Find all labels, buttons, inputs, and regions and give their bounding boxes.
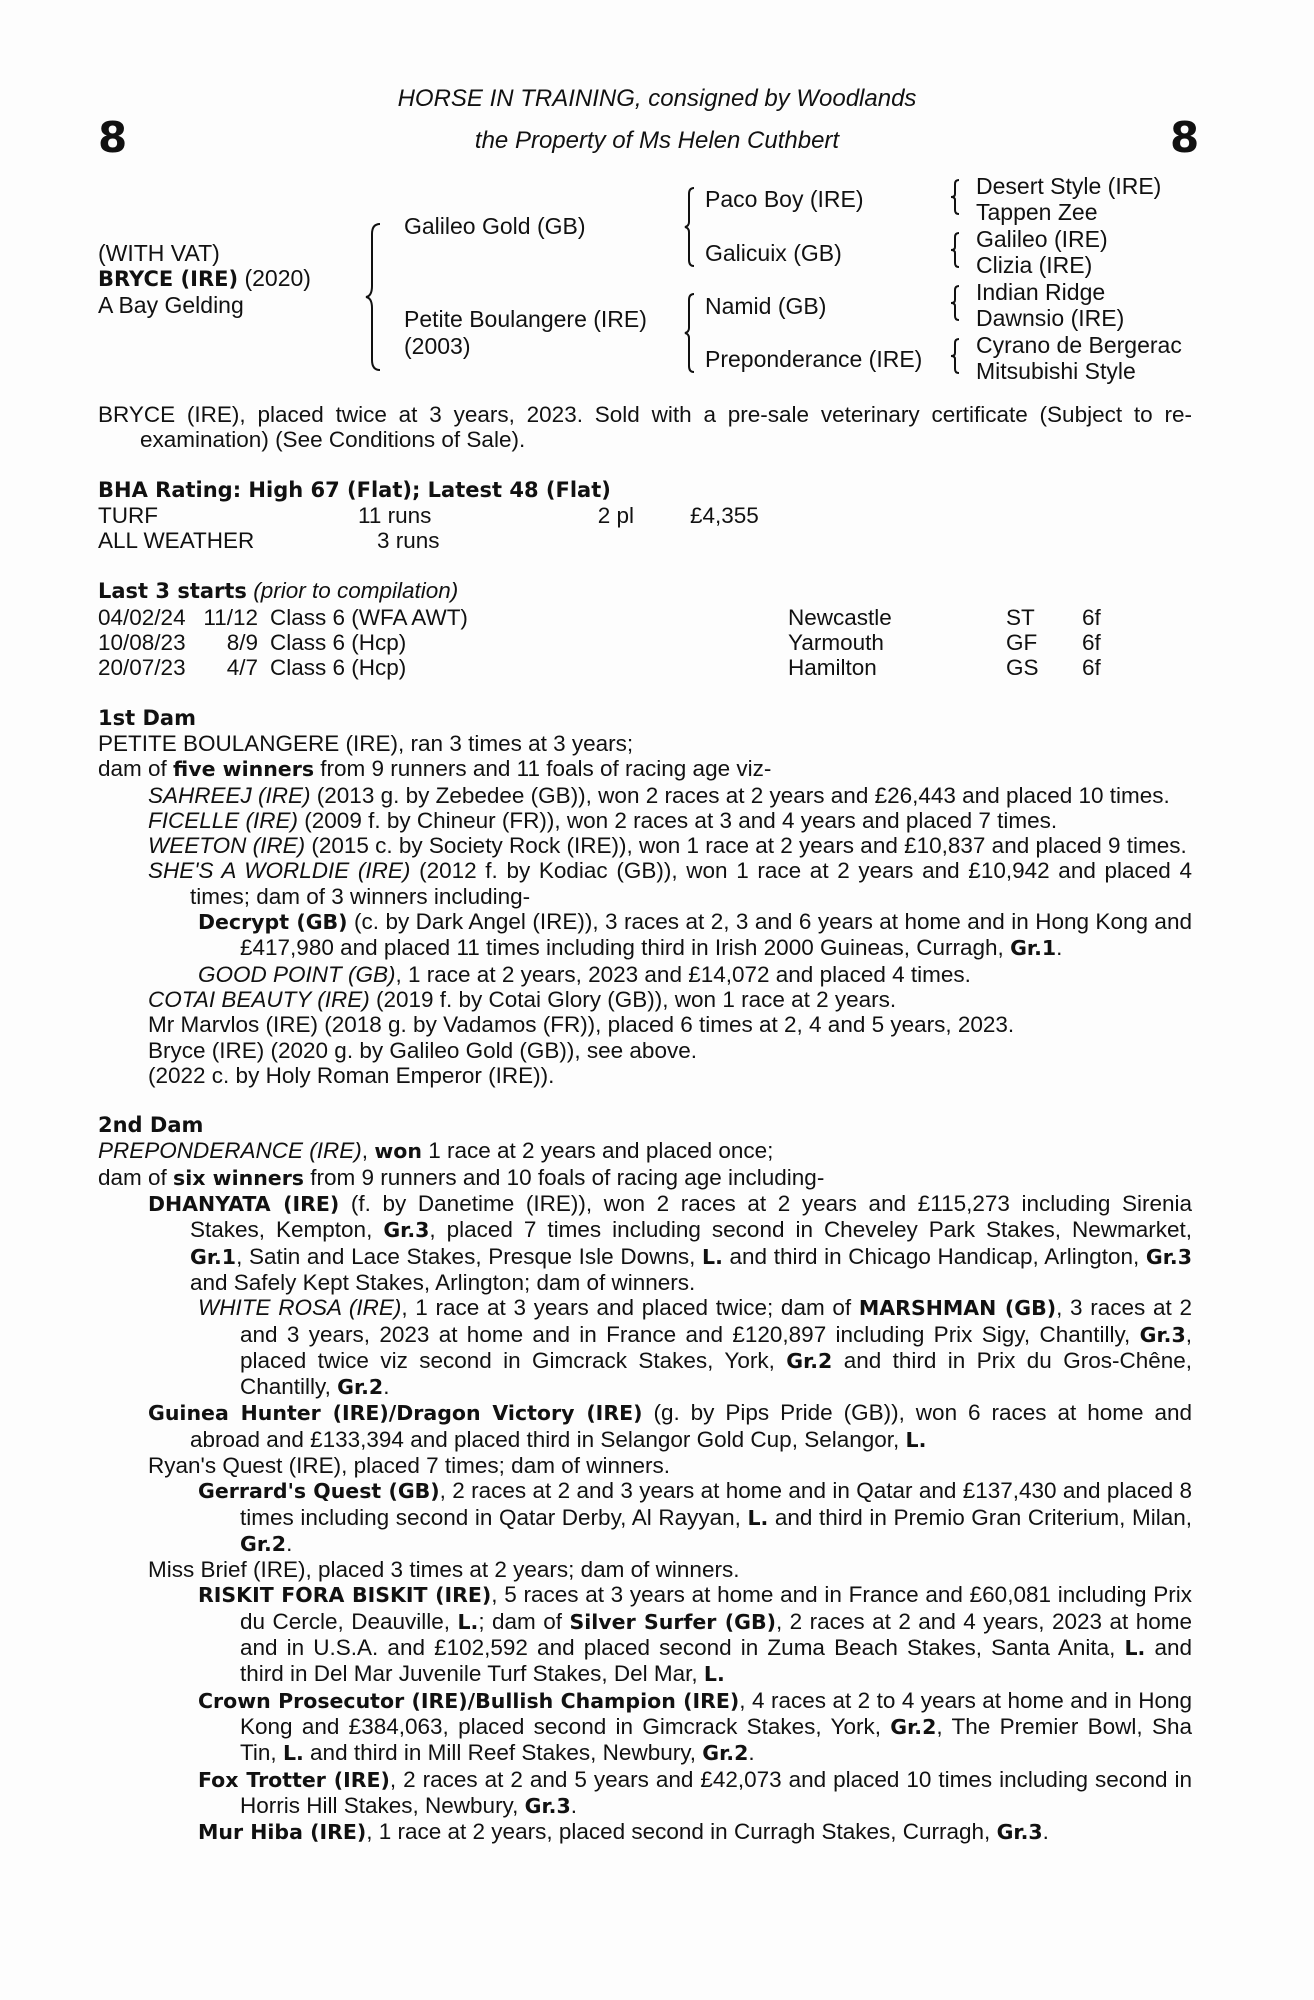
pedigree-gen3-6: Dawnsio (IRE) xyxy=(976,305,1125,331)
pedigree-gen3-8: Mitsubishi Style xyxy=(976,358,1136,384)
produce-details: (2015 c. by Society Rock (IRE)), won 1 race at 2 years and £10,837 and placed 9 times. xyxy=(305,833,1187,859)
start-row xyxy=(98,630,1101,655)
produce-entry: Bryce (IRE) (2020 g. by Galileo Gold (GB)), see above. xyxy=(148,1037,697,1063)
winners-count: five winners xyxy=(173,757,315,782)
race-grade: Gr.2 xyxy=(786,1348,833,1373)
race-grade: L. xyxy=(747,1505,769,1530)
race-grade: Gr.3 xyxy=(1145,1244,1192,1269)
text: , 1 race at 3 years and placed twice; dam of xyxy=(401,1295,859,1321)
produce-name: SHE'S A WORLDIE (IRE) xyxy=(148,858,411,884)
produce-name: COTAI BEAUTY (IRE) xyxy=(148,986,370,1012)
produce-name: GOOD POINT (GB) xyxy=(198,961,396,987)
produce-entry xyxy=(98,783,1192,808)
produce-name: DHANYATA (IRE) xyxy=(148,1192,340,1217)
text: , The Premier Bowl, Sha Tin, xyxy=(240,1713,1192,1766)
start-distance: 6f xyxy=(1082,655,1101,681)
start-position: 4/7 xyxy=(226,655,258,681)
pedigree-gen3-2: Tappen Zee xyxy=(976,199,1098,225)
produce-name: Gerrard's Quest (GB) xyxy=(198,1479,440,1504)
won-label: won xyxy=(374,1139,422,1164)
header-consignor: HORSE IN TRAINING, consigned by Woodlands xyxy=(397,85,917,112)
produce-entry xyxy=(98,1191,1192,1295)
text: , 1 race at 2 years, placed second in Curragh Stakes, Curragh, xyxy=(366,1819,997,1845)
produce-entry xyxy=(98,833,1192,858)
rating-runs: 11 runs xyxy=(358,502,432,528)
race-grade: L. xyxy=(1124,1636,1146,1661)
text: , 2 races at 2 and 4 years, 2023 at home and in U.S.A. and £102,592 and placed second in Zuma Beach Stakes, Santa Anita, xyxy=(240,1608,1192,1661)
start-course: Newcastle xyxy=(788,604,892,630)
text: , placed twice viz second in Gimcrack Stakes, York, xyxy=(240,1321,1192,1373)
pedigree-dam: Petite Boulangere (IRE) xyxy=(404,306,647,332)
produce-name: WHITE ROSA (IRE) xyxy=(198,1295,402,1321)
produce-name: Fox Trotter (IRE) xyxy=(198,1767,390,1792)
produce-entry xyxy=(98,987,1192,1012)
produce-name: RISKIT FORA BISKIT (IRE) xyxy=(198,1583,492,1608)
start-date: 10/08/23 xyxy=(98,630,186,656)
text: and Safely Kept Stakes, Arlington; dam of winners. xyxy=(190,1269,696,1295)
produce-entry xyxy=(98,1688,1192,1767)
horse-summary: BRYCE (IRE), placed twice at 3 years, 2023. Sold with a pre-sale veterinary certificate (Subject to re-examination) (See Conditions of Sale). xyxy=(98,402,1192,453)
text: (g. by Pips Pride (GB)), won 6 races at home and abroad and £133,394 and placed third in Selangor Gold Cup, Selangor, xyxy=(190,1400,1193,1452)
pedigree-brace-5 xyxy=(950,231,964,269)
produce-details: (2012 f. by Kodiac (GB)), won 1 race at 2 years and £10,942 and placed 4 times; dam of 3 winners including- xyxy=(190,858,1192,909)
text: . xyxy=(1042,1819,1049,1845)
start-row xyxy=(98,605,1101,630)
produce-name: Mur Hiba (IRE) xyxy=(198,1820,367,1845)
text: . xyxy=(383,1374,390,1400)
produce-entry xyxy=(98,1295,1192,1400)
start-date: 20/07/23 xyxy=(98,655,186,681)
pedigree-dam-year: (2003) xyxy=(404,333,471,359)
pedigree-gen3-7: Cyrano de Bergerac xyxy=(976,332,1182,358)
pedigree-sire-dam: Galicuix (GB) xyxy=(705,240,842,266)
produce-entry xyxy=(98,1767,1192,1820)
produce-entry: Mr Marvlos (IRE) (2018 g. by Vadamos (FR)), placed 6 times at 2, 4 and 5 years, 2023. xyxy=(148,1012,1015,1038)
pedigree-brace-3 xyxy=(685,292,699,372)
second-dam-intro xyxy=(98,1138,1192,1164)
produce-entry xyxy=(98,1582,1192,1687)
catalogue-body xyxy=(98,402,1192,1845)
text: . xyxy=(1056,935,1063,961)
text: , placed 7 times including second in Cheveley Park Stakes, Newmarket, xyxy=(429,1217,1192,1243)
start-distance: 6f xyxy=(1082,604,1101,630)
produce-name: SAHREEJ (IRE) xyxy=(148,782,311,808)
lot-number-left: 8 xyxy=(98,113,128,162)
pedigree-brace-6 xyxy=(950,284,964,322)
text: and third in Chicago Handicap, Arlington, xyxy=(722,1243,1146,1269)
rating-surface: ALL WEATHER xyxy=(98,528,255,554)
produce-details: (c. by Dark Angel (IRE)), 3 races at 2, 3 and 6 years at home and in Hong Kong and £417,980 and placed 11 times including third in Irish 2000 Guineas, Curragh, xyxy=(240,909,1192,961)
race-grade: Gr.3 xyxy=(383,1218,430,1243)
produce-entry xyxy=(98,1400,1192,1453)
race-grade: Gr.2 xyxy=(240,1531,287,1556)
bha-rating-title: BHA Rating: High 67 (Flat); Latest 48 (Flat) xyxy=(98,477,611,502)
start-course: Hamilton xyxy=(788,655,877,681)
produce-name: Guinea Hunter (IRE)/Dragon Victory (IRE) xyxy=(148,1401,643,1426)
start-race: Class 6 (WFA AWT) xyxy=(270,604,468,630)
race-grade: Gr.1 xyxy=(1010,936,1057,961)
produce-entry xyxy=(98,1819,1192,1845)
race-grade: L. xyxy=(905,1427,927,1452)
header-property: the Property of Ms Helen Cuthbert xyxy=(474,127,840,154)
start-race: Class 6 (Hcp) xyxy=(270,655,407,681)
pedigree-brace-4 xyxy=(950,178,964,216)
pedigree-gen3-5: Indian Ridge xyxy=(976,279,1106,305)
rating-surface: TURF xyxy=(98,502,158,528)
first-dam-title: 1st Dam xyxy=(98,705,196,730)
produce-entry xyxy=(98,1478,1192,1557)
text: ; dam of xyxy=(478,1608,570,1634)
rating-placed xyxy=(458,528,634,553)
pedigree-sire: Galileo Gold (GB) xyxy=(404,213,586,239)
start-distance: 6f xyxy=(1082,630,1101,656)
pedigree-gen3-3: Galileo (IRE) xyxy=(976,226,1108,252)
race-grade: Gr.3 xyxy=(1139,1322,1186,1347)
horse-description: A Bay Gelding xyxy=(98,292,244,318)
rating-table xyxy=(98,503,759,554)
produce-name: MARSHMAN (GB) xyxy=(858,1296,1057,1321)
rating-prize xyxy=(634,528,759,553)
text: and third in Premio Gran Criterium, Milan, xyxy=(768,1504,1192,1530)
text: , 2 races at 2 and 5 years and £42,073 and placed 10 times including second in Horris Hill Stakes, Newbury, xyxy=(240,1766,1192,1818)
last-starts-table xyxy=(98,605,1101,681)
text: and third in Del Mar Juvenile Turf Stakes, Del Mar, xyxy=(240,1635,1193,1687)
start-date: 04/02/24 xyxy=(98,604,186,630)
produce-details: , 1 race at 2 years, 2023 and £14,072 and placed 4 times. xyxy=(395,961,971,987)
produce-entry: Ryan's Quest (IRE), placed 7 times; dam of winners. xyxy=(148,1452,670,1478)
start-position: 8/9 xyxy=(226,630,258,656)
produce-name: Silver Surfer (GB) xyxy=(569,1609,776,1634)
race-grade: L. xyxy=(703,1662,725,1687)
produce-name: FICELLE (IRE) xyxy=(148,807,299,833)
text: . xyxy=(286,1530,293,1556)
text: , 2 races at 2 and 3 years at home and in Qatar and £137,430 and placed 8 times including second in Qatar Derby, Al Rayyan, xyxy=(240,1478,1192,1530)
text: from 9 runners and 11 foals of racing age viz- xyxy=(314,756,772,782)
race-grade: L. xyxy=(457,1609,479,1634)
produce-details: (2009 f. by Chineur (FR)), won 2 races at 3 and 4 years and placed 7 times. xyxy=(298,807,1058,833)
winners-count: six winners xyxy=(173,1165,305,1190)
produce-entry xyxy=(98,858,1192,909)
pedigree-dam-sire: Namid (GB) xyxy=(705,293,827,319)
second-dam-produce-summary xyxy=(98,1165,1192,1191)
pedigree-sire-sire: Paco Boy (IRE) xyxy=(705,186,864,212)
last-starts-note: (prior to compilation) xyxy=(253,578,459,604)
race-grade: L. xyxy=(282,1741,304,1766)
produce-details: (2019 f. by Cotai Glory (GB)), won 1 race at 2 years. xyxy=(369,986,897,1012)
text: and third in Mill Reef Stakes, Newbury, xyxy=(303,1740,703,1766)
pedigree-brace-1 xyxy=(368,222,388,372)
lot-number-right: 8 xyxy=(1170,113,1200,162)
rating-prize: £4,355 xyxy=(690,502,759,528)
rating-runs: 3 runs xyxy=(377,528,440,554)
produce-entry xyxy=(98,962,1192,987)
race-grade: Gr.1 xyxy=(190,1244,237,1269)
produce-name: WEETON (IRE) xyxy=(148,833,306,859)
text: , 5 races at 3 years at home and in France and £60,081 including Prix du Cercle, Deauville, xyxy=(240,1582,1192,1634)
race-grade: L. xyxy=(702,1244,723,1269)
text: 1 race at 2 years and placed once; xyxy=(421,1138,774,1164)
start-going: GS xyxy=(1006,655,1039,681)
horse-year: (2020) xyxy=(244,265,311,291)
pedigree-dam-dam: Preponderance (IRE) xyxy=(705,346,923,372)
pedigree-brace-2 xyxy=(685,186,699,266)
text: (f. by Danetime (IRE)), won 2 races at 2 years and £115,273 including Sirenia Stakes, Kempton, xyxy=(190,1191,1192,1243)
start-going: GF xyxy=(1006,630,1038,656)
pedigree-gen3-4: Clizia (IRE) xyxy=(976,252,1093,278)
produce-details: (2013 g. by Zebedee (GB)), won 2 races at 2 years and £26,443 and placed 10 times. xyxy=(310,782,1170,808)
race-grade: Gr.3 xyxy=(996,1820,1043,1845)
produce-entry xyxy=(98,808,1192,833)
dam-name: PREPONDERANCE (IRE) xyxy=(98,1138,362,1164)
start-row xyxy=(98,655,1101,680)
first-dam-produce-summary xyxy=(98,756,1192,782)
produce-entry: Miss Brief (IRE), placed 3 times at 2 years; dam of winners. xyxy=(148,1557,740,1583)
start-position: 11/12 xyxy=(203,604,258,630)
start-course: Yarmouth xyxy=(788,630,884,656)
text: from 9 runners and 10 foals of racing age including- xyxy=(304,1164,825,1190)
text: . xyxy=(570,1792,577,1818)
race-grade: Gr.2 xyxy=(337,1375,384,1400)
race-grade: Gr.2 xyxy=(890,1714,937,1739)
text: , xyxy=(361,1138,375,1164)
race-grade: Gr.3 xyxy=(524,1793,571,1818)
rating-placed: 2 pl xyxy=(597,502,634,528)
produce-entry: (2022 c. by Holy Roman Emperor (IRE)). xyxy=(148,1062,555,1088)
rating-row-turf xyxy=(98,503,759,528)
text: dam of xyxy=(98,1164,174,1190)
vat-label: (WITH VAT) xyxy=(98,240,220,266)
start-race: Class 6 (Hcp) xyxy=(270,630,407,656)
pedigree-brace-7 xyxy=(950,337,964,375)
second-dam-title: 2nd Dam xyxy=(98,1113,204,1138)
first-dam-intro: PETITE BOULANGERE (IRE), ran 3 times at 3 years; xyxy=(98,730,634,756)
text: and third in Prix du Gros-Chêne, Chantilly, xyxy=(240,1347,1193,1400)
rating-row-all-weather xyxy=(98,528,759,553)
horse-title xyxy=(98,265,311,292)
text: , 4 races at 2 to 4 years at home and in Hong Kong and £384,063, placed second in Gimcrack Stakes, York, xyxy=(240,1687,1192,1739)
pedigree-gen3-1: Desert Style (IRE) xyxy=(976,173,1162,199)
horse-name: BRYCE (IRE) xyxy=(98,267,239,291)
text: dam of xyxy=(98,756,174,782)
produce-entry xyxy=(98,909,1192,962)
text: , Satin and Lace Stakes, Presque Isle Downs, xyxy=(236,1243,703,1269)
race-grade: Gr.2 xyxy=(702,1741,749,1766)
text: . xyxy=(748,1740,755,1766)
last-starts-title: Last 3 starts xyxy=(98,579,247,604)
start-going: ST xyxy=(1006,604,1035,630)
produce-name: Crown Prosecutor (IRE)/Bullish Champion (IRE) xyxy=(198,1688,740,1713)
last-starts-heading xyxy=(98,578,1192,604)
produce-name: Decrypt (GB) xyxy=(198,910,348,935)
text: , 3 races at 2 and 3 years, 2023 at home and in France and £120,897 including Prix Sigy, Chantilly, xyxy=(240,1295,1192,1347)
